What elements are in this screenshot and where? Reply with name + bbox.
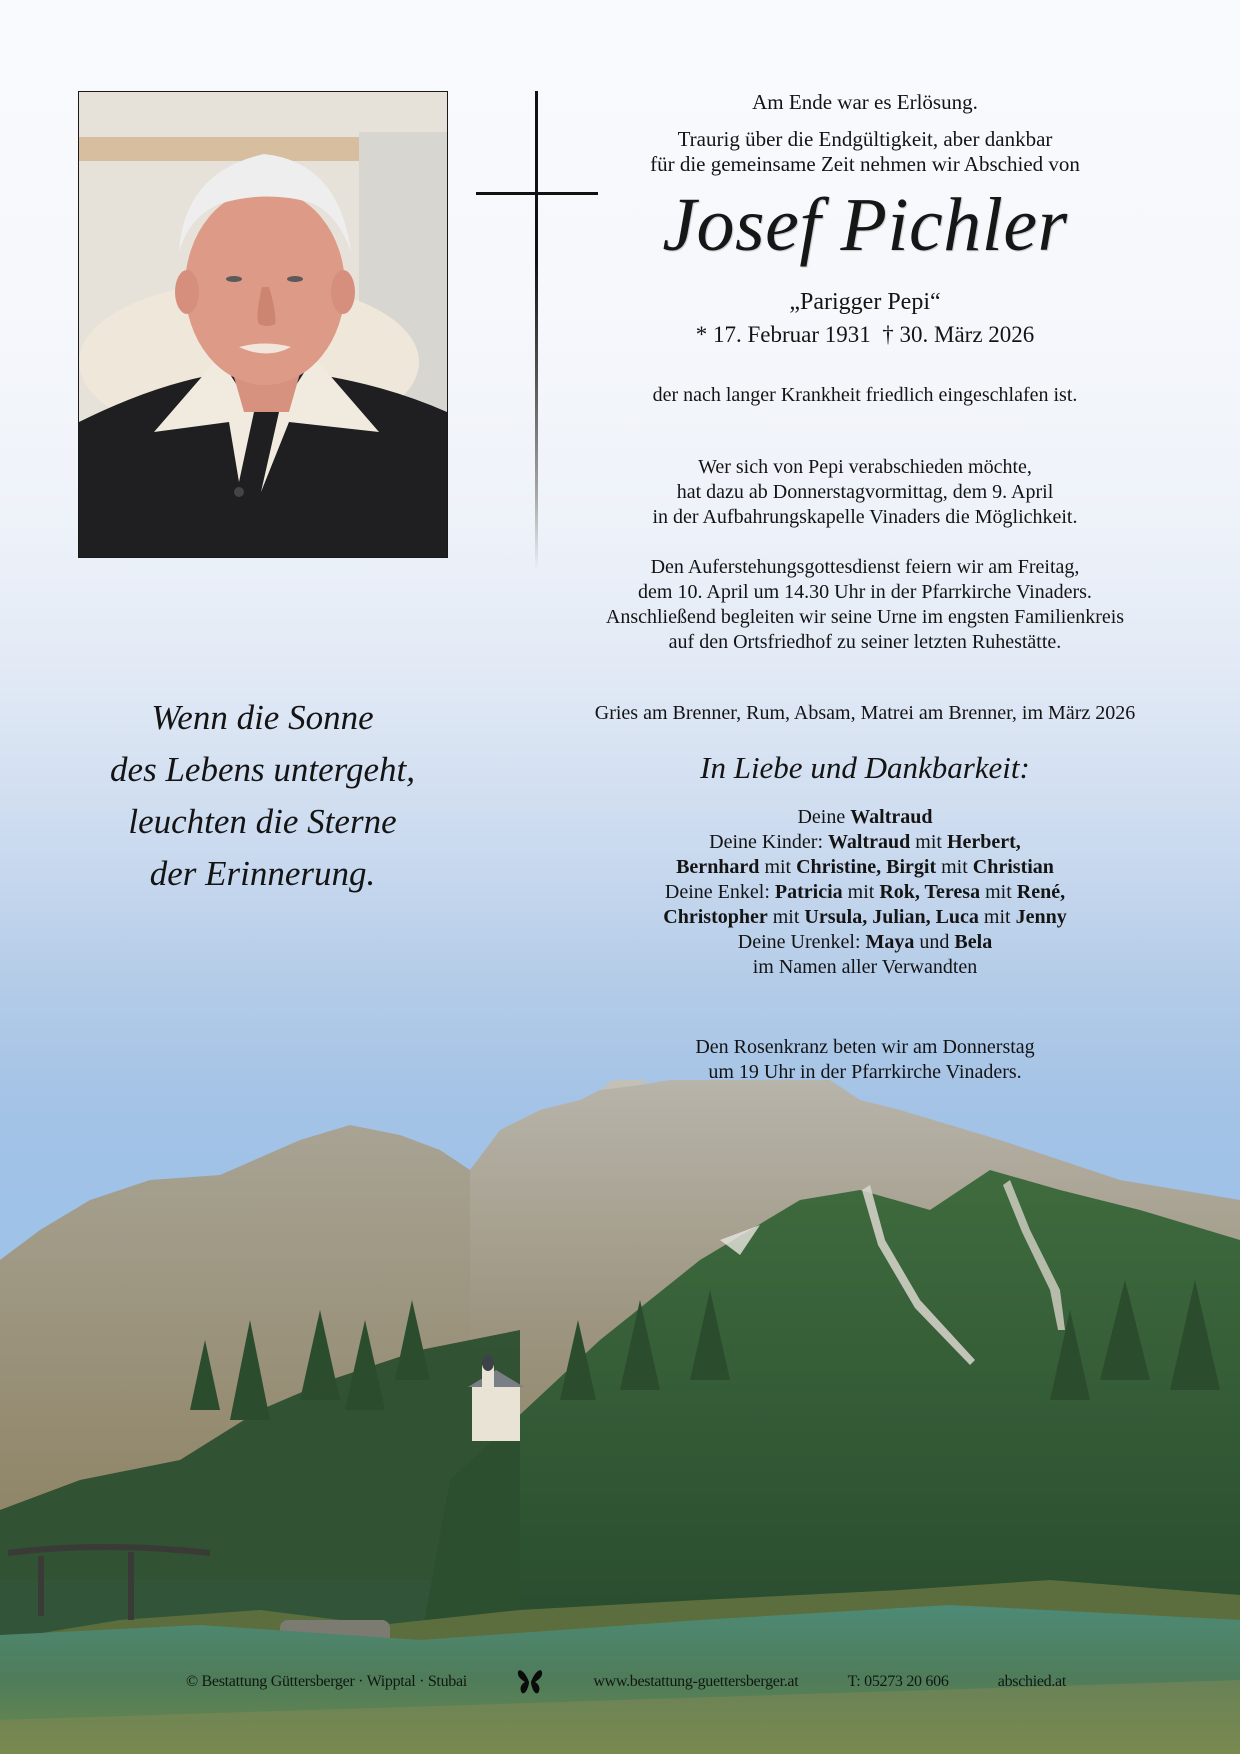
service-line: Anschließend begleiten wir seine Urne im engsten Familienkreis bbox=[605, 606, 1125, 628]
intro-line: Traurig über die Endgültigkeit, aber dankbar bbox=[677, 127, 1053, 151]
footer-credits bbox=[186, 1668, 1066, 1696]
family-line-children: Deine Kinder: Waltraud mit Herbert, bbox=[709, 831, 1021, 853]
family-line-grandchildren: Deine Enkel: Patricia mit Rok, Teresa mit René, bbox=[664, 881, 1066, 903]
family-line-wife: Deine Waltraud bbox=[797, 806, 933, 828]
family-line-children: Bernhard mit Christine, Birgit mit Christian bbox=[676, 856, 1054, 878]
footer-website-link[interactable]: www.bestattung-guettersberger.at bbox=[593, 1673, 799, 1690]
cross-vertical-bar bbox=[535, 91, 538, 571]
passing-text: der nach langer Krankheit friedlich eingeschlafen ist. bbox=[652, 384, 1078, 406]
viewing-line: in der Aufbahrungskapelle Vinaders die Möglichkeit. bbox=[652, 506, 1078, 528]
service-line: dem 10. April um 14.30 Uhr in der Pfarrkirche Vinaders. bbox=[638, 581, 1092, 603]
mountain-landscape-image bbox=[0, 1080, 1240, 1754]
family-closing: im Namen aller Verwandten bbox=[752, 956, 978, 978]
quote-line: Wenn die Sonne bbox=[151, 698, 374, 737]
service-line: auf den Ortsfriedhof zu seiner letzten Ruhestätte. bbox=[668, 631, 1062, 653]
deceased-nickname: „Parigger Pepi“ bbox=[789, 289, 941, 315]
quote-line: leuchten die Sterne bbox=[128, 802, 397, 841]
viewing-line: Wer sich von Pepi verabschieden möchte, bbox=[698, 456, 1032, 478]
deceased-name: Josef Pichler bbox=[662, 183, 1068, 267]
quote-line: des Lebens untergeht, bbox=[110, 750, 415, 789]
place-date: Gries am Brenner, Rum, Absam, Matrei am Brenner, im März 2026 bbox=[594, 702, 1136, 724]
footer-abschied-link[interactable]: abschied.at bbox=[997, 1673, 1066, 1690]
portrait-photo bbox=[78, 91, 448, 558]
life-dates: * 17. Februar 1931 † 30. März 2026 bbox=[695, 322, 1035, 347]
rosary-line: Den Rosenkranz beten wir am Donnerstag bbox=[695, 1036, 1035, 1058]
quote-line: der Erinnerung. bbox=[149, 854, 376, 893]
service-line: Den Auferstehungsgottesdienst feiern wir am Freitag, bbox=[650, 556, 1080, 578]
mourners-heading: In Liebe und Dankbarkeit: bbox=[700, 750, 1030, 785]
family-line-great-grandchildren: Deine Urenkel: Maya und Bela bbox=[737, 931, 993, 953]
footer-phone: T: 05273 20 606 bbox=[847, 1673, 949, 1690]
viewing-line: hat dazu ab Donnerstagvormittag, dem 9. April bbox=[676, 481, 1054, 503]
intro-line: für die gemeinsame Zeit nehmen wir Abschied von bbox=[650, 152, 1080, 176]
footer-copyright: © Bestattung Güttersberger · Wipptal · Stubai bbox=[186, 1673, 467, 1690]
intro-line: Am Ende war es Erlösung. bbox=[752, 90, 978, 114]
family-line-grandchildren: Christopher mit Ursula, Julian, Luca mit Jenny bbox=[663, 906, 1067, 928]
rosary-line: um 19 Uhr in der Pfarrkirche Vinaders. bbox=[708, 1061, 1022, 1083]
butterfly-icon bbox=[516, 1669, 544, 1695]
memorial-quote bbox=[70, 692, 455, 900]
